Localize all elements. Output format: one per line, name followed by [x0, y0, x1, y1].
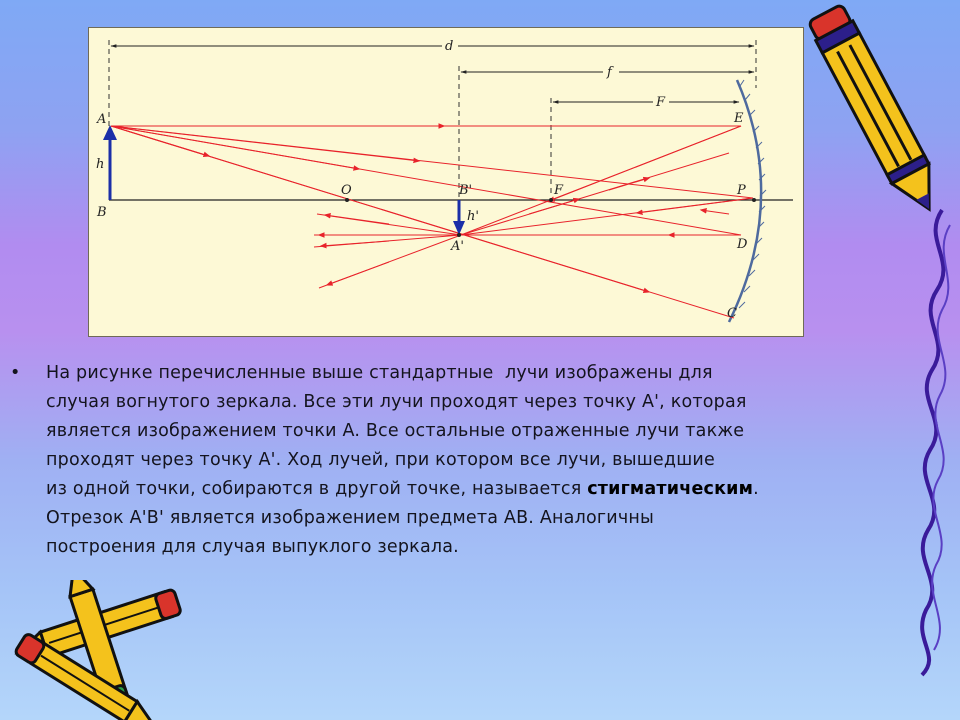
label-O: O	[341, 183, 352, 198]
bullet: •	[10, 363, 21, 383]
label-E: E	[734, 111, 744, 126]
term-stigmatic: стигматическим	[587, 479, 754, 499]
text-line-6: Отрезок A'B' является изображением предмета AB. Аналогичны	[46, 508, 655, 528]
point-P	[752, 198, 756, 202]
text-line-7: построения для случая выпуклого зеркала.	[46, 537, 459, 557]
text-line-1: На рисунке перечисленные выше стандартные лучи изображены для	[46, 363, 713, 383]
crossed-pencils-icon	[0, 580, 200, 720]
point-A-prime	[457, 233, 461, 237]
label-f: f	[607, 65, 612, 80]
text-line-5-end: .	[753, 479, 759, 499]
light-rays	[111, 126, 753, 318]
label-d: d	[445, 39, 454, 54]
explanation-text	[10, 359, 906, 562]
text-line-2: случая вогнутого зеркала. Все эти лучи проходят через точку A', которая	[46, 392, 747, 412]
label-B-prime: B'	[459, 183, 473, 198]
concave-mirror-diagram	[88, 27, 804, 337]
label-C: C	[727, 306, 737, 321]
label-D: D	[737, 237, 748, 252]
point-F	[549, 198, 553, 202]
pencil-icon	[808, 0, 948, 230]
text-line-4: проходят через точку A'. Ход лучей, при котором все лучи, вышедшие	[46, 450, 715, 470]
label-B: B	[97, 205, 107, 220]
label-F: F	[554, 183, 564, 198]
label-A-prime: A'	[451, 239, 464, 254]
point-O	[345, 198, 349, 202]
label-A: A	[97, 112, 107, 127]
ray-diagram-svg	[89, 28, 805, 338]
text-line-3: является изображением точки A. Все остальные отраженные лучи также	[46, 421, 745, 441]
text-line-5	[46, 475, 906, 504]
label-P: P	[737, 183, 746, 198]
label-F-dimension: F	[656, 95, 666, 110]
text-line-5-start: из одной точки, собираются в другой точке, называется	[46, 479, 588, 499]
dimension-lines	[111, 46, 754, 102]
swirl-border-icon	[902, 200, 960, 680]
label-h-prime: h'	[467, 209, 479, 224]
image-arrow-head	[453, 221, 465, 235]
label-h: h	[96, 157, 105, 172]
